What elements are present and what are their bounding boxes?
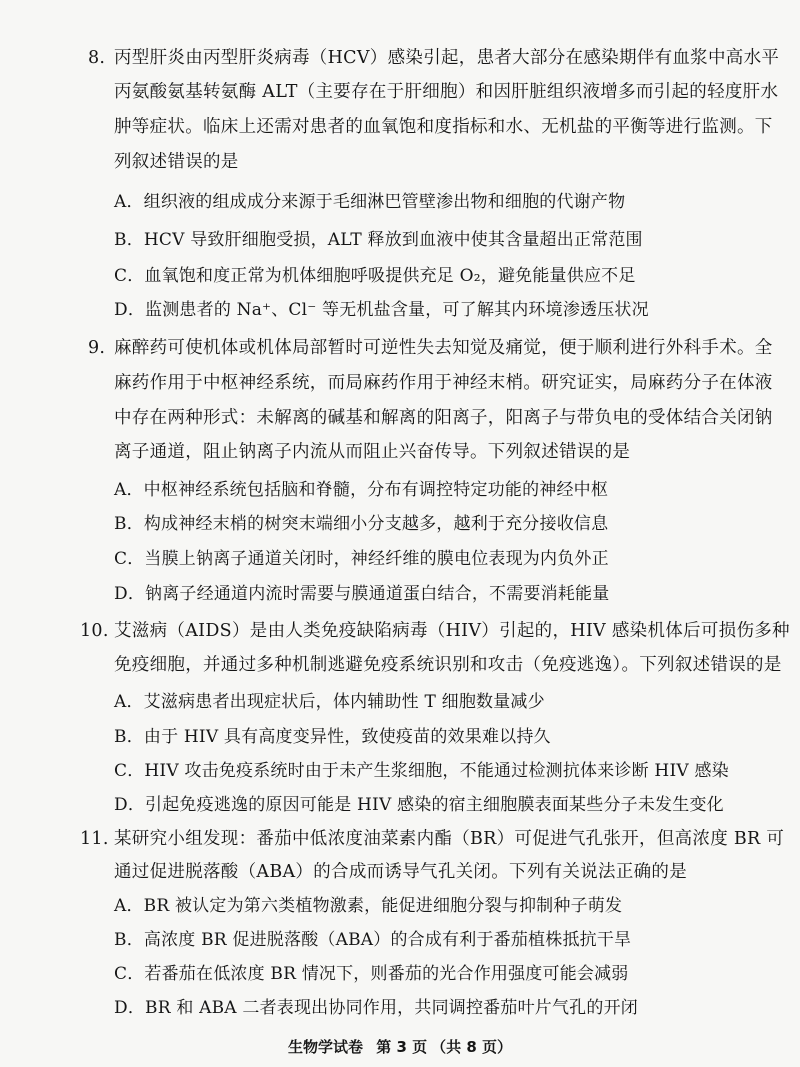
stem-line: 免疫细胞，并通过多种机制逃避免疫系统识别和攻击（免疫逃逸）。下列叙述错误的是	[114, 655, 782, 675]
question-number: 8.	[88, 48, 106, 68]
option-a: A．组织液的组成成分来源于毛细淋巴管壁渗出物和细胞的代谢产物	[114, 192, 626, 212]
stem-line: 中存在两种形式：未解离的碱基和解离的阳离子，阳离子与带负电的受体结合关闭钠	[114, 408, 773, 428]
question-number: 11.	[80, 829, 109, 849]
option-c: C．HIV 攻击免疫系统时由于未产生浆细胞，不能通过检测抗体来诊断 HIV 感染	[114, 761, 729, 781]
option-d: D．监测患者的 Na⁺、Cl⁻ 等无机盐含量，可了解其内环境渗透压状况	[114, 300, 649, 320]
page-footer	[0, 1036, 800, 1057]
stem-line: 列叙述错误的是	[114, 152, 239, 172]
stem-line: 通过促进脱落酸（ABA）的合成而诱导气孔关闭。下列有关说法正确的是	[114, 862, 688, 882]
option-b: B．HCV 导致肝细胞受损，ALT 释放到血液中使其含量超出正常范围	[114, 230, 643, 250]
footer-total-pages: （共 8 页）	[431, 1038, 513, 1056]
question-number: 10.	[80, 621, 109, 641]
stem-line: 某研究小组发现：番茄中低浓度油菜素内酯（BR）可促进气孔张开，但高浓度 BR 可	[114, 829, 785, 849]
stem-line: 丙型肝炎由丙型肝炎病毒（HCV）感染引起，患者大部分在感染期伴有血浆中高水平	[114, 48, 780, 68]
stem-line: 丙氨酸氨基转氨酶 ALT（主要存在于肝细胞）和因肝脏组织液增多而引起的轻度肝水	[114, 82, 779, 102]
stem-line: 肿等症状。临床上还需对患者的血氧饱和度指标和水、无机盐的平衡等进行监测。下	[114, 117, 773, 137]
option-a: A．BR 被认定为第六类植物激素，能促进细胞分裂与抑制种子萌发	[114, 896, 623, 916]
option-b: B．高浓度 BR 促进脱落酸（ABA）的合成有利于番茄植株抵抗干旱	[114, 930, 632, 950]
option-b: B．由于 HIV 具有高度变异性，致使疫苗的效果难以持久	[114, 727, 551, 747]
option-c: C．血氧饱和度正常为机体细胞呼吸提供充足 O₂，避免能量供应不足	[114, 266, 636, 286]
option-c: C．当膜上钠离子通道关闭时，神经纤维的膜电位表现为内负外正	[114, 549, 609, 569]
option-c: C．若番茄在低浓度 BR 情况下，则番茄的光合作用强度可能会减弱	[114, 964, 629, 984]
stem-line: 麻药作用于中枢神经系统，而局麻药作用于神经末梢。研究证实，局麻药分子在体液	[114, 373, 773, 393]
option-b: B．构成神经末梢的树突末端细小分支越多，越利于充分接收信息	[114, 514, 609, 534]
question-number: 9.	[88, 338, 106, 358]
footer-page-number: 第 3 页	[376, 1038, 428, 1056]
footer-subject: 生物学试卷	[287, 1038, 363, 1056]
option-a: A．艾滋病患者出现症状后，体内辅助性 T 细胞数量减少	[114, 692, 545, 712]
option-a: A．中枢神经系统包括脑和脊髓，分布有调控特定功能的神经中枢	[114, 480, 609, 500]
stem-line: 艾滋病（AIDS）是由人类免疫缺陷病毒（HIV）引起的，HIV 感染机体后可损伤多种	[114, 621, 790, 641]
option-d: D．引起免疫逃逸的原因可能是 HIV 感染的宿主细胞膜表面某些分子未发生变化	[114, 795, 724, 815]
stem-line: 麻醉药可使机体或机体局部暂时可逆性失去知觉及痛觉，便于顺利进行外科手术。全	[114, 338, 773, 358]
option-d: D．BR 和 ABA 二者表现出协同作用，共同调控番茄叶片气孔的开闭	[114, 998, 638, 1018]
option-d: D．钠离子经通道内流时需要与膜通道蛋白结合，不需要消耗能量	[114, 584, 610, 604]
stem-line: 离子通道，阻止钠离子内流从而阻止兴奋传导。下列叙述错误的是	[114, 442, 631, 462]
